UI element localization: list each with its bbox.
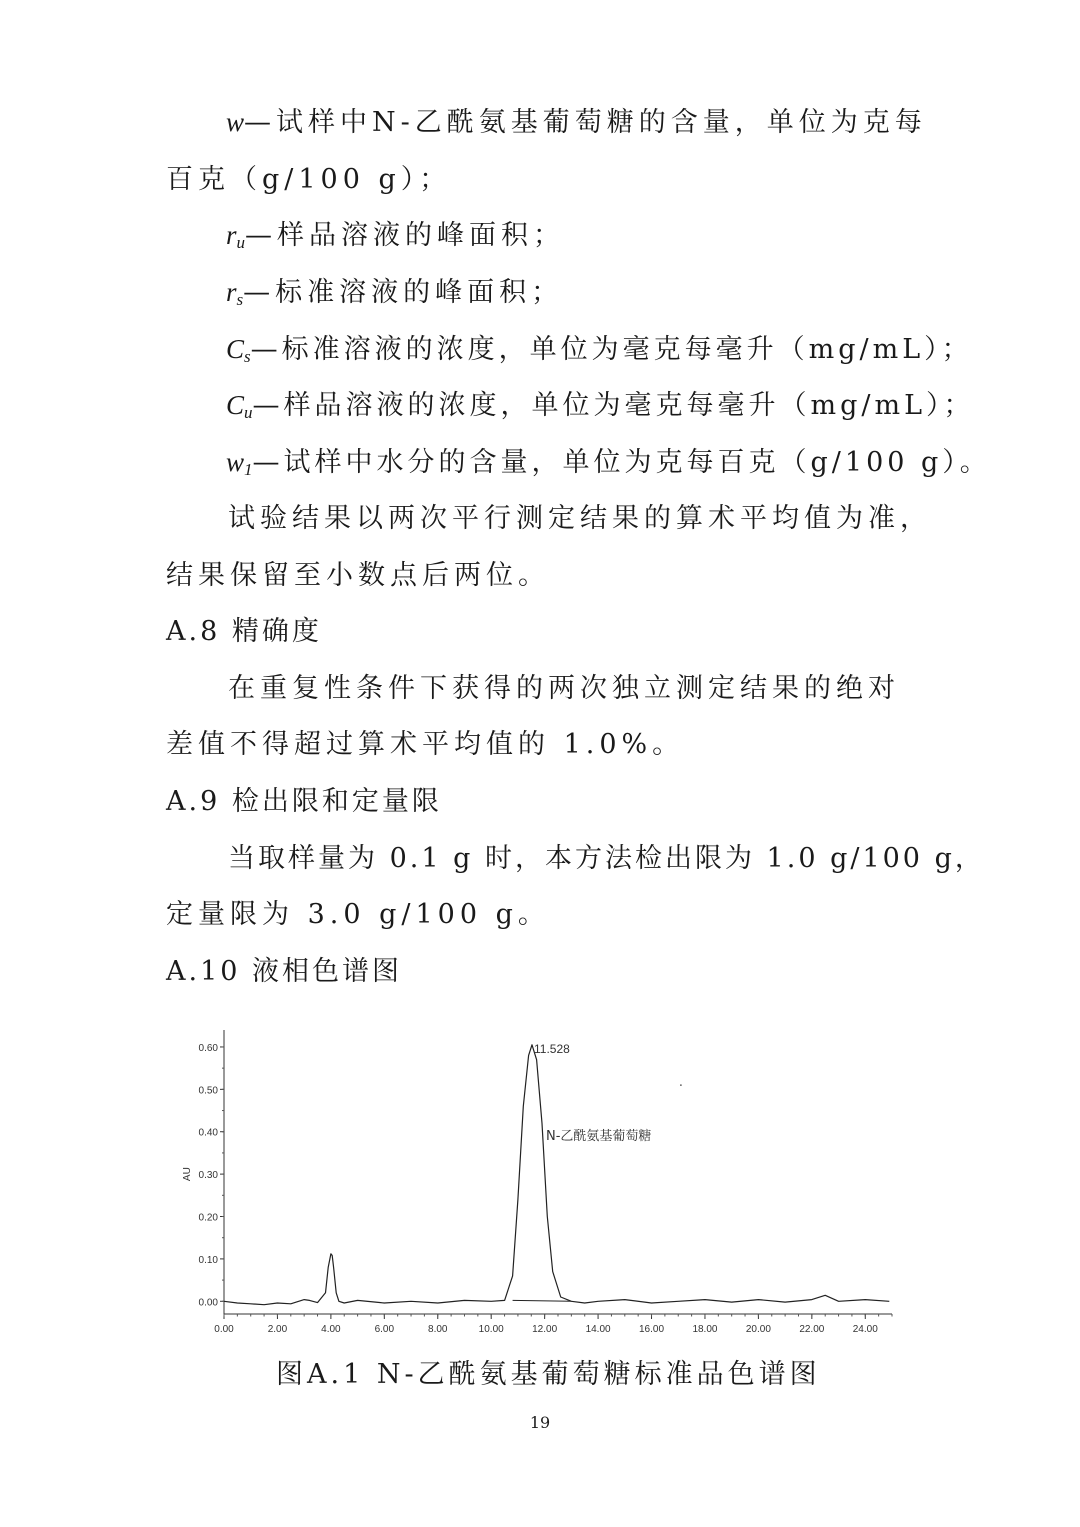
result-paragraph-line1: 试验结果以两次平行测定结果的算术平均值为准， [228,503,932,534]
def-w: w—试样中N-乙酰氨基葡萄糖的含量，单位为克每 [226,107,927,138]
y-tick-label: 0.30 [198,1170,218,1182]
x-tick-label: 2.00 [267,1324,288,1335]
y-tick-label: 0.00 [198,1297,218,1309]
x-tick-label: 24.00 [852,1324,878,1335]
def-w1: $w_1—$试样中水分的含量，单位为克每百克（g/100 g）。 [226,447,991,479]
x-axis [214,1314,892,1335]
y-tick-label: 0.10 [198,1254,218,1266]
a9-paragraph-line2: 定量限为 3.0 g/100 g。 [166,899,550,930]
peak-compound-label: N-乙酰氨基葡萄糖 [546,1129,652,1145]
x-tick-label: 8.00 [428,1324,448,1335]
a8-paragraph-line2: 差值不得超过算术平均值的 1.0%。 [166,729,685,760]
chromatogram-trace [224,1045,889,1305]
a8-paragraph-line1: 在重复性条件下获得的两次独立测定结果的绝对 [228,673,900,704]
artifact-dot [680,1084,682,1086]
section-a9-heading: A.9 检出限和定量限 [166,786,442,817]
x-tick-label: 0.00 [214,1324,234,1335]
chromatogram-chart [170,1022,900,1342]
y-axis-label: AU [182,1167,193,1182]
def-ru: $r_u—$样品溶液的峰面积； [226,220,566,252]
x-tick-label: 10.00 [478,1324,504,1335]
x-tick-label: 16.00 [639,1324,665,1335]
section-a10-heading: A.10 液相色谱图 [166,956,403,987]
figure-caption: 图A.1 N-乙酰氨基葡萄糖标准品色谱图 [276,1359,821,1390]
def-cu: $C_u—$样品溶液的浓度，单位为毫克每毫升（mg/mL）； [226,390,975,422]
x-tick-label: 18.00 [692,1324,718,1335]
x-tick-label: 14.00 [585,1324,611,1335]
peak-baseline [513,1300,572,1301]
y-tick-label: 0.60 [198,1042,218,1054]
peak-retention-label: 11.528 [534,1041,570,1056]
a9-paragraph-line1: 当取样量为 0.1 g 时，本方法检出限为 1.0 g/100 g， [228,843,985,874]
x-tick-label: 22.00 [799,1324,825,1335]
section-a8-heading: A.8 精确度 [166,616,322,647]
def-rs: $r_s—$标准溶液的峰面积； [226,277,564,309]
page-number: 19 [529,1413,551,1432]
x-tick-label: 6.00 [374,1324,395,1335]
x-tick-label: 4.00 [321,1324,341,1335]
y-tick-label: 0.40 [198,1127,218,1139]
x-tick-label: 12.00 [532,1324,558,1335]
def-w-cont: 百克（g/100 g）； [166,164,452,195]
plot-area [224,1042,889,1305]
x-tick-label: 20.00 [745,1324,771,1335]
def-cs: $C_s—$标准溶液的浓度，单位为毫克每毫升（mg/mL）； [226,334,973,366]
result-paragraph-line2: 结果保留至小数点后两位。 [166,560,550,591]
y-axis [182,1030,224,1314]
y-tick-label: 0.20 [198,1212,218,1224]
y-tick-label: 0.50 [198,1085,218,1097]
